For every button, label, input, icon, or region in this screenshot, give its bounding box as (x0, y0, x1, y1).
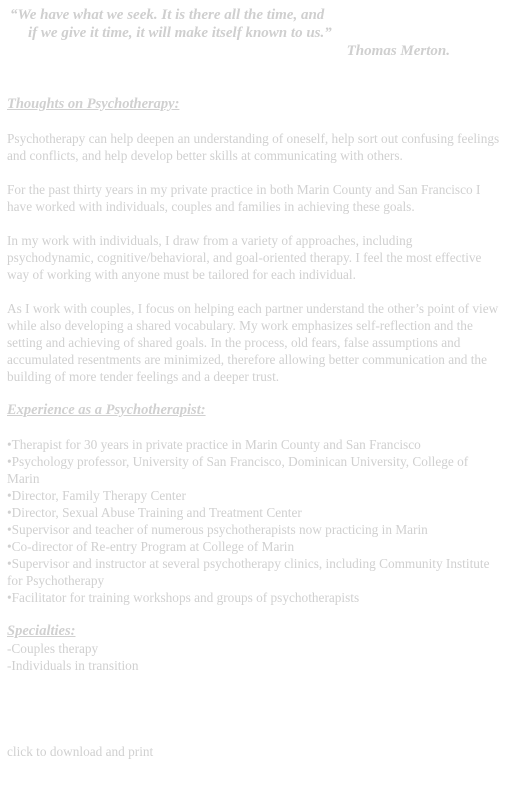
experience-item: •Facilitator for training workshops and groups of psychotherapists (7, 590, 360, 605)
thoughts-paragraph: In my work with individuals, I draw from a variety of approaches, including psychodynamic, cognitive/behavioral, and goal-oriented therapy. I feel the most effective way of working with anyone must be tailored for each individual. (7, 233, 482, 282)
experience-item: •Psychology professor, University of San Francisco, Dominican University, College of Marin (7, 454, 469, 486)
quote-author: Thomas Merton. (346, 43, 450, 59)
experience-item: •Supervisor and teacher of numerous psychotherapists now practicing in Marin (7, 522, 428, 537)
thoughts-heading: Thoughts on Psychotherapy: (7, 96, 180, 112)
thoughts-paragraph: Psychotherapy can help deepen an understanding of oneself, help sort out confusing feelings and conflicts, and help develop better skills at communicating with others. (7, 131, 500, 163)
quote-line-2: if we give it time, it will make itself known to us.” (28, 25, 332, 41)
experience-list (7, 436, 502, 606)
experience-item: •Co-director of Re-entry Program at College of Marin (7, 539, 295, 554)
experience-item: •Director, Sexual Abuse Training and Treatment Center (7, 505, 302, 520)
download-link[interactable]: click to download and print (7, 744, 154, 759)
quote-line-1: “We have what we seek. It is there all the time, and (10, 7, 325, 23)
specialty-item: -Couples therapy (7, 641, 99, 656)
specialty-item: -Individuals in transition (7, 658, 139, 673)
experience-item: •Therapist for 30 years in private practice in Marin County and San Francisco (7, 437, 421, 452)
thoughts-paragraph: For the past thirty years in my private practice in both Marin County and San Francisco I have worked with individuals, couples and families in achieving these goals. (7, 182, 481, 214)
epigraph-quote (10, 6, 480, 60)
specialties-list (7, 640, 502, 674)
experience-heading: Experience as a Psychotherapist: (7, 402, 206, 418)
thoughts-paragraph: As I work with couples, I focus on helping each partner understand the other’s point of view while also developing a shared vocabulary. My work emphasizes self-reflection and the setting and achieving of shared goals. In the process, old fears, false assumptions and accumulated resentments are minimized, therefore allowing better communication and the building of more tender feelings and a deeper trust. (7, 301, 499, 384)
experience-item: •Supervisor and instructor at several psychotherapy clinics, including Community Institute for Psychotherapy (7, 556, 490, 588)
specialties-heading: Specialties: (7, 623, 76, 639)
experience-item: •Director, Family Therapy Center (7, 488, 186, 503)
main-content (7, 96, 502, 674)
